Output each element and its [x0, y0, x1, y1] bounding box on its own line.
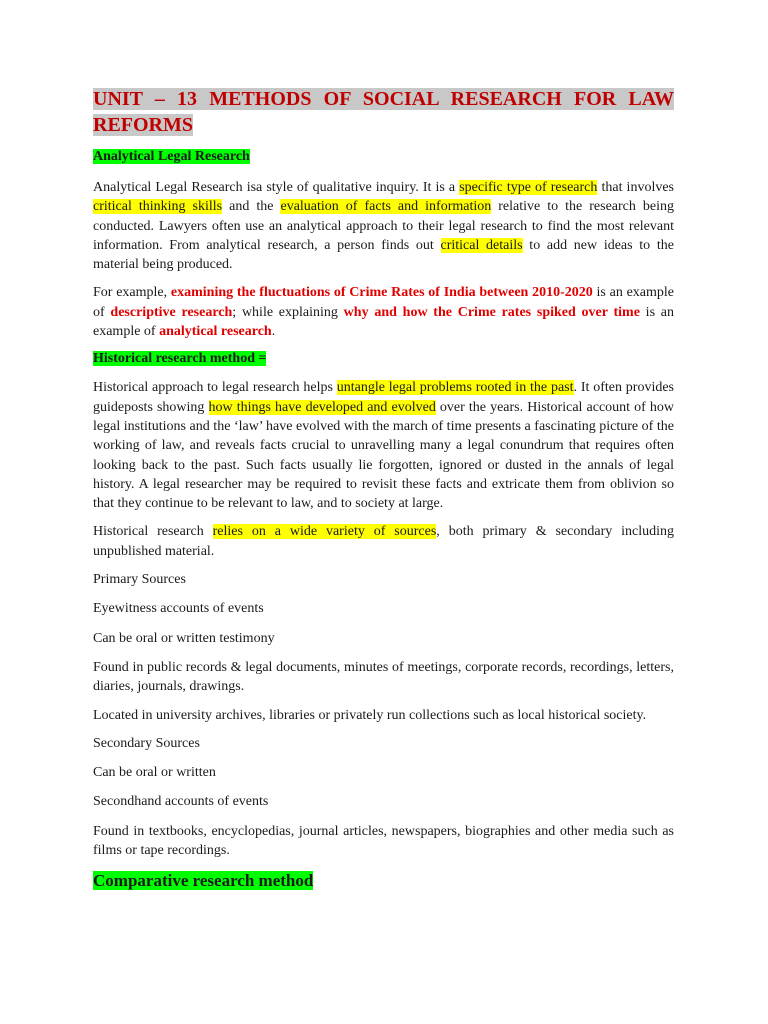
title-line-2: REFORMS — [93, 114, 193, 136]
highlight-text: critical details — [440, 237, 523, 253]
line-secondhand-accounts: Secondhand accounts of events — [93, 794, 269, 810]
paragraph-analytical-example: For example, examining the fluctuations of Crime Rates of India between 2010-2020 is an example of descriptive research; while explaining why and how the Crime rates spiked over time is an example of analytical research. — [93, 285, 674, 340]
line-eyewitness-accounts: Eyewitness accounts of events — [93, 601, 264, 617]
line-primary-sources: Primary Sources — [93, 572, 186, 588]
section-heading-analytical: Analytical Legal Research — [93, 149, 250, 164]
highlight-text: relies on a wide variety of sources — [212, 524, 437, 540]
line-secondary-sources: Secondary Sources — [93, 735, 200, 751]
page-title — [93, 86, 674, 138]
line-secondary-found-in: Found in textbooks, encyclopedias, journal articles, newspapers, biographies and other media such as films or tape recordings. — [93, 823, 674, 859]
paragraph-historical-sources: Historical research relies on a wide variety of sources, both primary & secondary including unpublished material. — [93, 524, 675, 559]
emphasis-text: analytical research — [159, 324, 272, 340]
line-oral-or-written: Can be oral or written — [93, 765, 216, 781]
paragraph-analytical-definition: Analytical Legal Research isa style of qualitative inquiry. It is a specific type of research that involves critical thinking skills and the evaluation of facts and information relative to the research being conducted. Lawyers often use an analytical approach to their legal research to find the most relevant information. From analytical research, a person finds out critical details to add new ideas to the material being produced. — [93, 180, 674, 273]
line-primary-located-in: Located in university archives, libraries or privately run collections such as local historical society. — [93, 707, 647, 723]
highlight-text: critical thinking skills — [93, 199, 223, 215]
section-heading-comparative: Comparative research method — [93, 871, 314, 891]
document-body — [93, 86, 674, 892]
title-line-1: UNIT – 13 METHODS OF SOCIAL RESEARCH FOR LAW — [93, 88, 674, 110]
highlight-text: untangle legal problems rooted in the past — [336, 380, 574, 396]
emphasis-text: descriptive research — [110, 304, 233, 320]
highlight-text: specific type of research — [459, 180, 598, 195]
highlight-text: evaluation of facts and information — [280, 199, 492, 215]
section-heading-historical: Historical research method = — [93, 351, 267, 367]
line-oral-written-testimony: Can be oral or written testimony — [93, 630, 275, 646]
line-primary-found-in: Found in public records & legal documents, minutes of meetings, corporate records, recordings, letters, diaries, journals, drawings. — [93, 659, 674, 695]
highlight-text: how things have developed and evolved — [208, 399, 436, 415]
paragraph-historical-approach: Historical approach to legal research helps untangle legal problems rooted in the past. It often provides guideposts showing how things have developed and evolved over the years. Historical account of how legal institutions and the ‘law’ have evolved with the march of time presents a fascinating picture of the working of law, and reveals facts crucial to unravelling many a legal conundrum that requires often looking back to the past. Such facts usually lie forgotten, ignored or dusted in the annals of legal history. A legal researcher may be required to revisit these facts and extricate them from oblivion so that they continue to be relevant to law, and to society at large. — [93, 380, 675, 512]
emphasis-text: examining the fluctuations of Crime Rates of India between 2010-2020 — [170, 285, 593, 301]
emphasis-text: why and how the Crime rates spiked over time — [343, 304, 640, 320]
